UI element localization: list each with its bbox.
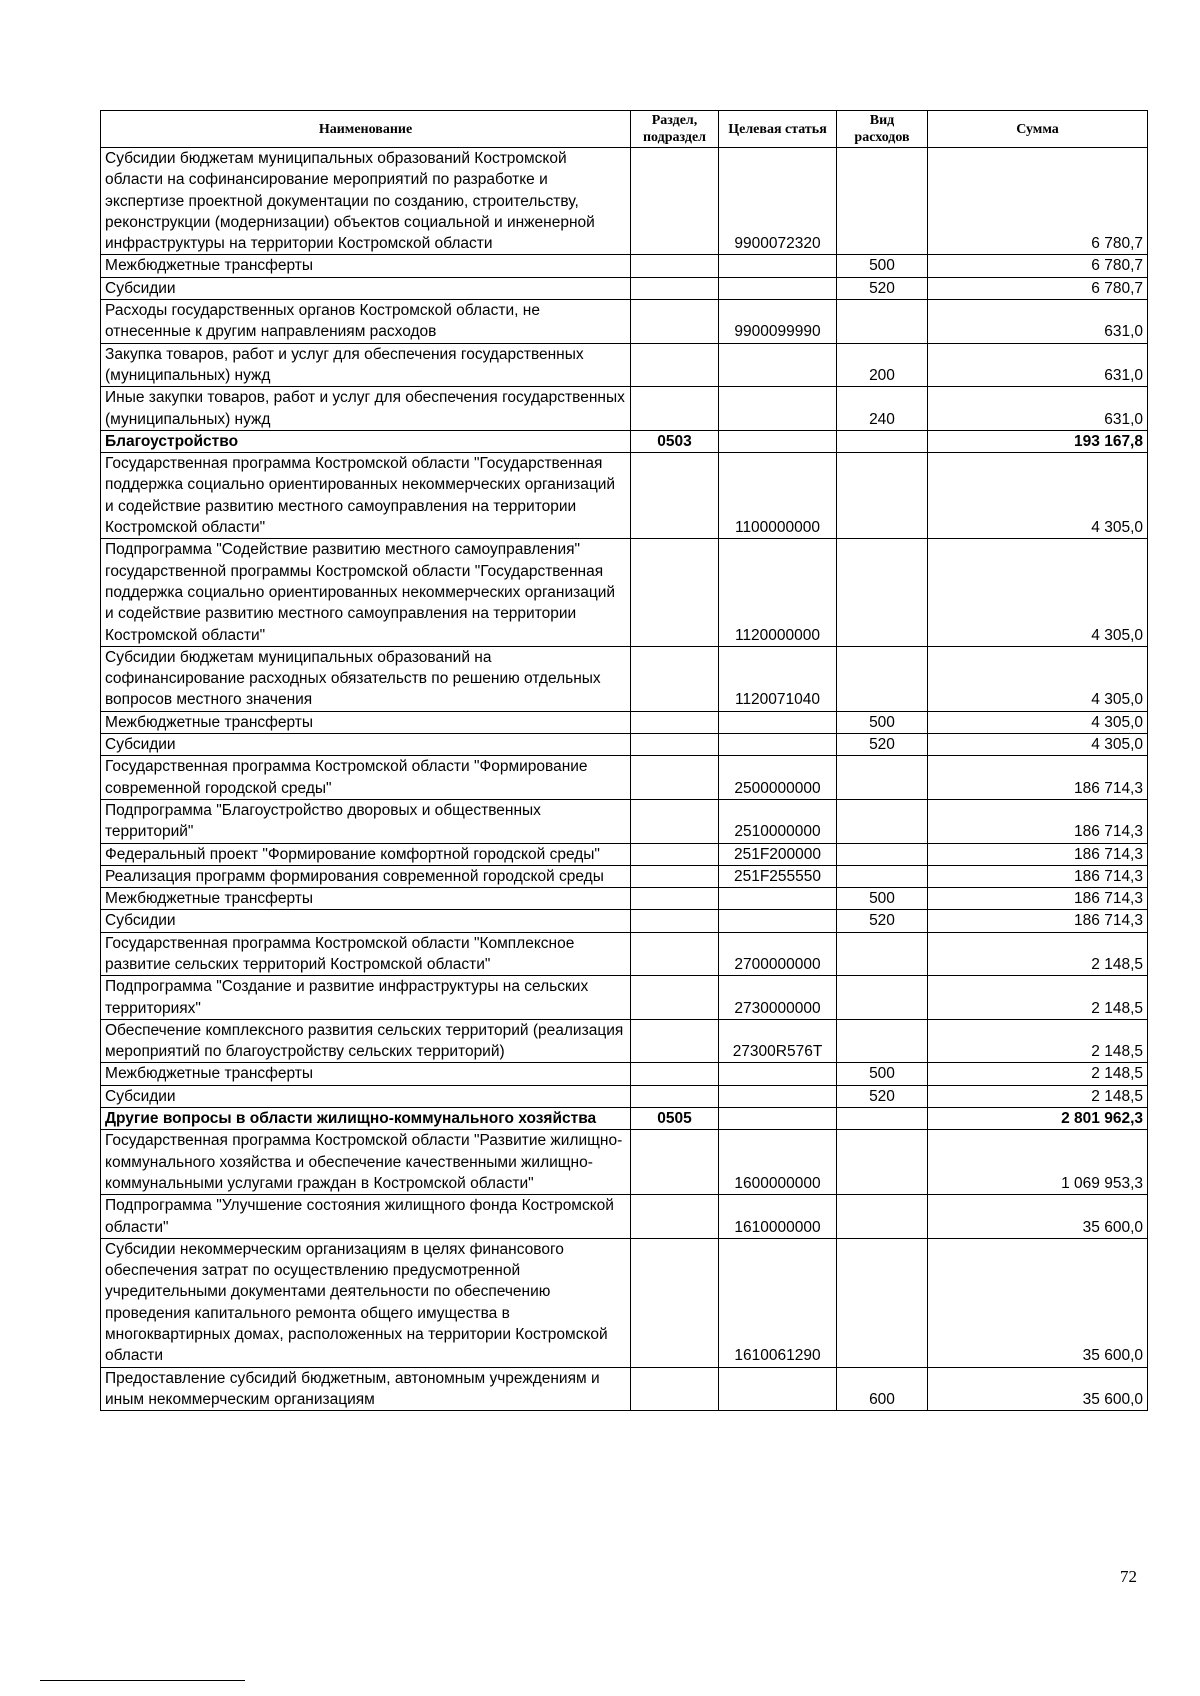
header-sum: Сумма [928, 111, 1148, 148]
cell-kind [837, 976, 928, 1020]
cell-sum: 186 714,3 [928, 910, 1148, 932]
cell-kind: 600 [837, 1367, 928, 1411]
cell-item [719, 255, 837, 277]
cell-section [631, 277, 719, 299]
cell-name: Субсидии [101, 734, 631, 756]
cell-section [631, 976, 719, 1020]
cell-kind [837, 300, 928, 344]
cell-section [631, 1063, 719, 1085]
table-row [101, 910, 1148, 932]
cell-item [719, 1063, 837, 1085]
table-row [101, 343, 1148, 387]
cell-kind: 240 [837, 387, 928, 431]
cell-sum: 631,0 [928, 387, 1148, 431]
cell-name: Субсидии [101, 277, 631, 299]
cell-kind [837, 646, 928, 711]
table-row [101, 1063, 1148, 1085]
table-row [101, 734, 1148, 756]
header-name: Наименование [101, 111, 631, 148]
cell-sum: 2 801 962,3 [928, 1108, 1148, 1130]
cell-name: Иные закупки товаров, работ и услуг для обеспечения государственных (муниципальных) нужд [101, 387, 631, 431]
cell-section [631, 1019, 719, 1063]
cell-sum: 4 305,0 [928, 646, 1148, 711]
cell-kind: 520 [837, 1085, 928, 1107]
cell-kind [837, 453, 928, 539]
cell-kind [837, 865, 928, 887]
cell-kind [837, 430, 928, 452]
cell-kind [837, 756, 928, 800]
cell-section [631, 932, 719, 976]
cell-name: Межбюджетные трансферты [101, 711, 631, 733]
cell-item: 1120000000 [719, 539, 837, 646]
cell-sum: 2 148,5 [928, 1019, 1148, 1063]
cell-kind [837, 539, 928, 646]
cell-sum: 4 305,0 [928, 539, 1148, 646]
cell-section [631, 300, 719, 344]
cell-item: 27300R576T [719, 1019, 837, 1063]
cell-section [631, 799, 719, 843]
cell-sum: 186 714,3 [928, 888, 1148, 910]
cell-item [719, 1367, 837, 1411]
table-row [101, 277, 1148, 299]
cell-sum: 35 600,0 [928, 1238, 1148, 1367]
cell-kind: 500 [837, 1063, 928, 1085]
table-row [101, 756, 1148, 800]
cell-item [719, 430, 837, 452]
cell-section [631, 734, 719, 756]
cell-kind: 500 [837, 255, 928, 277]
cell-sum: 631,0 [928, 343, 1148, 387]
budget-table [100, 110, 1148, 1411]
cell-sum: 631,0 [928, 300, 1148, 344]
cell-name: Федеральный проект "Формирование комфортной городской среды" [101, 843, 631, 865]
table-row [101, 865, 1148, 887]
header-item: Целевая статья [719, 111, 837, 148]
cell-item: 2500000000 [719, 756, 837, 800]
cell-section [631, 1085, 719, 1107]
cell-section [631, 1195, 719, 1239]
cell-item [719, 888, 837, 910]
cell-item: 251F255550 [719, 865, 837, 887]
cell-name: Реализация программ формирования современной городской среды [101, 865, 631, 887]
table-row [101, 430, 1148, 452]
cell-kind: 520 [837, 734, 928, 756]
header-kind: Вид расходов [837, 111, 928, 148]
cell-sum: 2 148,5 [928, 1063, 1148, 1085]
table-row [101, 255, 1148, 277]
cell-section [631, 756, 719, 800]
cell-item: 1100000000 [719, 453, 837, 539]
cell-kind: 520 [837, 910, 928, 932]
table-row [101, 888, 1148, 910]
cell-kind: 200 [837, 343, 928, 387]
cell-item [719, 343, 837, 387]
cell-name: Субсидии бюджетам муниципальных образований на софинансирование расходных обязательств по решению отдельных вопросов местного значения [101, 646, 631, 711]
footnote-rule [40, 1680, 245, 1681]
cell-name: Предоставление субсидий бюджетным, автономным учреждениям и иным некоммерческим организациям [101, 1367, 631, 1411]
cell-section [631, 148, 719, 255]
cell-section [631, 343, 719, 387]
cell-sum: 186 714,3 [928, 865, 1148, 887]
cell-kind [837, 1195, 928, 1239]
cell-item: 9900072320 [719, 148, 837, 255]
table-row [101, 1238, 1148, 1367]
table-row [101, 1195, 1148, 1239]
cell-name: Межбюджетные трансферты [101, 1063, 631, 1085]
table-row [101, 799, 1148, 843]
table-row [101, 387, 1148, 431]
table-row [101, 1367, 1148, 1411]
cell-kind [837, 1130, 928, 1195]
cell-name: Государственная программа Костромской области "Развитие жилищно-коммунального хозяйства и обеспечение качественными жилищно-коммунальными услугами граждан в Костромской области" [101, 1130, 631, 1195]
table-row [101, 843, 1148, 865]
cell-item: 1600000000 [719, 1130, 837, 1195]
cell-section [631, 453, 719, 539]
cell-section [631, 910, 719, 932]
cell-item: 2730000000 [719, 976, 837, 1020]
table-row [101, 1019, 1148, 1063]
cell-name: Подпрограмма "Улучшение состояния жилищного фонда Костромской области" [101, 1195, 631, 1239]
cell-name: Расходы государственных органов Костромской области, не отнесенные к другим направлениям расходов [101, 300, 631, 344]
table-row [101, 453, 1148, 539]
cell-name: Межбюджетные трансферты [101, 888, 631, 910]
cell-section: 0505 [631, 1108, 719, 1130]
cell-name: Другие вопросы в области жилищно-коммунального хозяйства [101, 1108, 631, 1130]
table-row [101, 646, 1148, 711]
cell-name: Закупка товаров, работ и услуг для обеспечения государственных (муниципальных) нужд [101, 343, 631, 387]
table-row [101, 300, 1148, 344]
cell-sum: 35 600,0 [928, 1195, 1148, 1239]
cell-name: Межбюджетные трансферты [101, 255, 631, 277]
cell-name: Государственная программа Костромской области "Государственная поддержка социально ориентированных некоммерческих организаций и содействие развитию местного самоуправления на территории Костромской области" [101, 453, 631, 539]
cell-sum: 4 305,0 [928, 711, 1148, 733]
cell-name: Подпрограмма "Создание и развитие инфраструктуры на сельских территориях" [101, 976, 631, 1020]
table-row [101, 711, 1148, 733]
cell-sum: 6 780,7 [928, 148, 1148, 255]
cell-kind [837, 799, 928, 843]
cell-sum: 2 148,5 [928, 976, 1148, 1020]
table-row [101, 1130, 1148, 1195]
cell-section [631, 1367, 719, 1411]
cell-kind [837, 1019, 928, 1063]
cell-kind [837, 843, 928, 865]
cell-name: Благоустройство [101, 430, 631, 452]
cell-sum: 4 305,0 [928, 453, 1148, 539]
cell-section [631, 1130, 719, 1195]
cell-item [719, 387, 837, 431]
table-row [101, 1108, 1148, 1130]
cell-sum: 6 780,7 [928, 255, 1148, 277]
cell-item [719, 910, 837, 932]
cell-section [631, 539, 719, 646]
table-row [101, 539, 1148, 646]
cell-kind: 500 [837, 711, 928, 733]
cell-sum: 1 069 953,3 [928, 1130, 1148, 1195]
cell-section [631, 843, 719, 865]
cell-item: 9900099990 [719, 300, 837, 344]
cell-item: 2510000000 [719, 799, 837, 843]
cell-item: 1610061290 [719, 1238, 837, 1367]
cell-kind [837, 1238, 928, 1367]
cell-item: 251F200000 [719, 843, 837, 865]
cell-kind [837, 148, 928, 255]
cell-name: Государственная программа Костромской области "Комплексное развитие сельских территорий Костромской области" [101, 932, 631, 976]
cell-name: Подпрограмма "Благоустройство дворовых и общественных территорий" [101, 799, 631, 843]
cell-name: Субсидии [101, 910, 631, 932]
cell-sum: 186 714,3 [928, 843, 1148, 865]
cell-item: 2700000000 [719, 932, 837, 976]
cell-section [631, 865, 719, 887]
page-number: 72 [1120, 1567, 1137, 1586]
cell-section [631, 888, 719, 910]
cell-section [631, 646, 719, 711]
table-row [101, 976, 1148, 1020]
cell-sum: 186 714,3 [928, 799, 1148, 843]
cell-section [631, 387, 719, 431]
cell-sum: 193 167,8 [928, 430, 1148, 452]
table-row [101, 932, 1148, 976]
cell-sum: 2 148,5 [928, 1085, 1148, 1107]
cell-item: 1610000000 [719, 1195, 837, 1239]
cell-sum: 186 714,3 [928, 756, 1148, 800]
cell-kind [837, 1108, 928, 1130]
cell-section [631, 1238, 719, 1367]
cell-name: Субсидии некоммерческим организациям в целях финансового обеспечения затрат по осуществлению предусмотренной учредительными документами деятельности по обеспечению проведения капитального ремонта общего имущества в многоквартирных домах, расположенных на территории Костромской области [101, 1238, 631, 1367]
cell-kind [837, 932, 928, 976]
cell-name: Государственная программа Костромской области "Формирование современной городской среды" [101, 756, 631, 800]
cell-section [631, 255, 719, 277]
cell-name: Подпрограмма "Содействие развитию местного самоуправления" государственной программы Костромской области "Государственная поддержка социально ориентированных некоммерческих организаций и содействие развитию местного самоуправления на территории Костромской области" [101, 539, 631, 646]
cell-name: Обеспечение комплексного развития сельских территорий (реализация мероприятий по благоустройству сельских территорий) [101, 1019, 631, 1063]
cell-sum: 2 148,5 [928, 932, 1148, 976]
header-section: Раздел, подраздел [631, 111, 719, 148]
table-row [101, 148, 1148, 255]
cell-item [719, 277, 837, 299]
cell-sum: 35 600,0 [928, 1367, 1148, 1411]
table-row [101, 1085, 1148, 1107]
table-header-row [101, 111, 1148, 148]
cell-section [631, 711, 719, 733]
cell-sum: 6 780,7 [928, 277, 1148, 299]
cell-item: 1120071040 [719, 646, 837, 711]
cell-item [719, 734, 837, 756]
cell-item [719, 1108, 837, 1130]
cell-section: 0503 [631, 430, 719, 452]
cell-item [719, 711, 837, 733]
cell-item [719, 1085, 837, 1107]
cell-kind: 500 [837, 888, 928, 910]
table-body [101, 148, 1148, 1411]
cell-kind: 520 [837, 277, 928, 299]
cell-name: Субсидии [101, 1085, 631, 1107]
cell-sum: 4 305,0 [928, 734, 1148, 756]
cell-name: Субсидии бюджетам муниципальных образований Костромской области на софинансирование мероприятий по разработке и экспертизе проектной документации по созданию, строительству, реконструкции (модернизации) объектов социальной и инженерной инфраструктуры на территории Костромской области [101, 148, 631, 255]
